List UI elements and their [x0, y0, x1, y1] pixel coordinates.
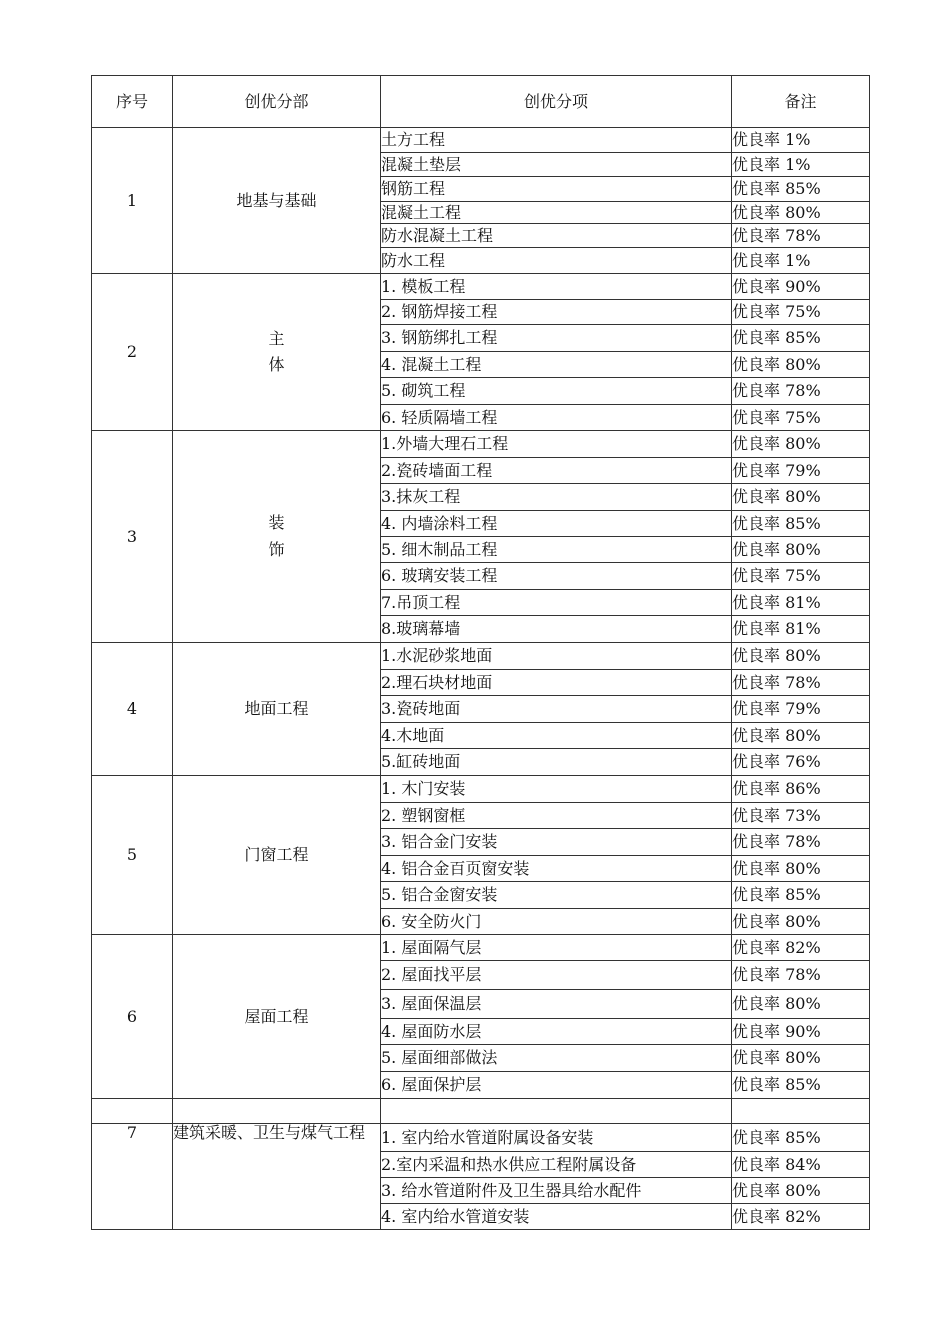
item-cell: 2. 塑钢窗框	[381, 803, 732, 829]
blank-cell	[173, 1099, 381, 1124]
group-part-label: 主体	[268, 328, 285, 374]
note-cell: 优良率 80%	[732, 990, 870, 1019]
item-cell: 8.玻璃幕墙	[381, 616, 732, 643]
group-seq: 6	[92, 935, 173, 1099]
table-body	[92, 128, 870, 1230]
note-cell: 优良率 80%	[732, 484, 870, 511]
note-cell: 优良率 78%	[732, 829, 870, 856]
blank-cell	[92, 1099, 173, 1124]
item-cell: 3. 铝合金门安装	[381, 829, 732, 856]
item-cell: 5.缸砖地面	[381, 749, 732, 776]
item-cell: 1. 室内给水管道附属设备安装	[381, 1124, 732, 1152]
item-cell: 1. 木门安装	[381, 776, 732, 803]
header-part: 创优分部	[173, 76, 381, 128]
item-cell: 6. 玻璃安装工程	[381, 563, 732, 590]
note-cell: 优良率 85%	[732, 882, 870, 909]
note-cell: 优良率 85%	[732, 1072, 870, 1099]
item-cell: 7.吊顶工程	[381, 590, 732, 616]
item-cell: 4.木地面	[381, 723, 732, 749]
note-cell: 优良率 80%	[732, 723, 870, 749]
item-cell: 5. 砌筑工程	[381, 378, 732, 405]
item-cell: 钢筋工程	[381, 177, 732, 202]
group-seq: 7	[92, 1124, 173, 1230]
item-cell: 2.理石块材地面	[381, 670, 732, 696]
blank-cell	[732, 1099, 870, 1124]
item-cell: 4. 内墙涂料工程	[381, 511, 732, 537]
table-row	[92, 935, 870, 961]
item-cell: 2. 屋面找平层	[381, 961, 732, 990]
item-cell: 混凝土垫层	[381, 153, 732, 177]
item-cell: 防水工程	[381, 248, 732, 274]
item-cell: 3. 给水管道附件及卫生器具给水配件	[381, 1178, 732, 1204]
note-cell: 优良率 80%	[732, 431, 870, 458]
item-cell: 3. 屋面保温层	[381, 990, 732, 1019]
note-cell: 优良率 82%	[732, 1204, 870, 1230]
note-cell: 优良率 81%	[732, 616, 870, 643]
note-cell: 优良率 1%	[732, 153, 870, 177]
note-cell: 优良率 78%	[732, 378, 870, 405]
group-seq: 3	[92, 431, 173, 643]
note-cell: 优良率 1%	[732, 128, 870, 153]
group-part	[173, 935, 381, 1099]
note-cell: 优良率 78%	[732, 961, 870, 990]
item-cell: 1.水泥砂浆地面	[381, 643, 732, 670]
note-cell: 优良率 80%	[732, 352, 870, 378]
note-cell: 优良率 85%	[732, 177, 870, 202]
header-items: 创优分项	[381, 76, 732, 128]
note-cell: 优良率 75%	[732, 300, 870, 325]
note-cell: 优良率 73%	[732, 803, 870, 829]
item-cell: 5. 铝合金窗安装	[381, 882, 732, 909]
note-cell: 优良率 85%	[732, 325, 870, 352]
item-cell: 防水混凝土工程	[381, 224, 732, 248]
table-row	[92, 431, 870, 458]
group-part-label: 门窗工程	[244, 845, 309, 865]
item-cell: 5. 细木制品工程	[381, 537, 732, 563]
table-row	[92, 274, 870, 300]
item-cell: 6. 轻质隔墙工程	[381, 405, 732, 431]
item-cell: 3. 钢筋绑扎工程	[381, 325, 732, 352]
group-seq: 5	[92, 776, 173, 935]
item-cell: 5. 屋面细部做法	[381, 1045, 732, 1072]
note-cell: 优良率 78%	[732, 670, 870, 696]
header-row	[92, 76, 870, 128]
item-cell: 土方工程	[381, 128, 732, 153]
item-cell: 1. 模板工程	[381, 274, 732, 300]
group-part	[173, 274, 381, 431]
header-seq: 序号	[92, 76, 173, 128]
header-note: 备注	[732, 76, 870, 128]
group-part	[173, 1124, 381, 1230]
table-row	[92, 128, 870, 153]
blank-row	[92, 1099, 870, 1124]
note-cell: 优良率 79%	[732, 696, 870, 723]
group-part-label: 地面工程	[244, 699, 309, 719]
note-cell: 优良率 80%	[732, 909, 870, 935]
note-cell: 优良率 84%	[732, 1152, 870, 1178]
group-part	[173, 128, 381, 274]
note-cell: 优良率 78%	[732, 224, 870, 248]
item-cell: 3.瓷砖地面	[381, 696, 732, 723]
item-cell: 混凝土工程	[381, 202, 732, 224]
quality-plan-table	[91, 75, 870, 1230]
note-cell: 优良率 81%	[732, 590, 870, 616]
item-cell: 2.室内采温和热水供应工程附属设备	[381, 1152, 732, 1178]
note-cell: 优良率 90%	[732, 274, 870, 300]
table-row	[92, 776, 870, 803]
item-cell: 3.抹灰工程	[381, 484, 732, 511]
item-cell: 4. 室内给水管道安装	[381, 1204, 732, 1230]
note-cell: 优良率 85%	[732, 1124, 870, 1152]
item-cell: 4. 铝合金百页窗安装	[381, 856, 732, 882]
item-cell: 1.外墙大理石工程	[381, 431, 732, 458]
group-seq: 2	[92, 274, 173, 431]
note-cell: 优良率 80%	[732, 1045, 870, 1072]
note-cell: 优良率 75%	[732, 563, 870, 590]
table-row	[92, 1124, 870, 1152]
note-cell: 优良率 75%	[732, 405, 870, 431]
note-cell: 优良率 82%	[732, 935, 870, 961]
note-cell: 优良率 90%	[732, 1019, 870, 1045]
group-seq: 1	[92, 128, 173, 274]
group-part	[173, 776, 381, 935]
table-row	[92, 643, 870, 670]
item-cell: 6. 屋面保护层	[381, 1072, 732, 1099]
blank-cell	[381, 1099, 732, 1124]
item-cell: 6. 安全防火门	[381, 909, 732, 935]
item-cell: 4. 混凝土工程	[381, 352, 732, 378]
note-cell: 优良率 85%	[732, 511, 870, 537]
group-part-label: 屋面工程	[244, 1006, 309, 1026]
note-cell: 优良率 79%	[732, 458, 870, 484]
group-part	[173, 431, 381, 643]
group-part	[173, 643, 381, 776]
note-cell: 优良率 80%	[732, 643, 870, 670]
note-cell: 优良率 80%	[732, 202, 870, 224]
group-seq: 4	[92, 643, 173, 776]
item-cell: 1. 屋面隔气层	[381, 935, 732, 961]
note-cell: 优良率 80%	[732, 856, 870, 882]
note-cell: 优良率 80%	[732, 1178, 870, 1204]
group-part-label: 装饰	[268, 513, 285, 559]
group-part-label: 建筑采暖、卫生与煤气工程	[173, 1123, 366, 1142]
item-cell: 2. 钢筋焊接工程	[381, 300, 732, 325]
note-cell: 优良率 1%	[732, 248, 870, 274]
note-cell: 优良率 76%	[732, 749, 870, 776]
note-cell: 优良率 86%	[732, 776, 870, 803]
note-cell: 优良率 80%	[732, 537, 870, 563]
item-cell: 2.瓷砖墙面工程	[381, 458, 732, 484]
group-part-label: 地基与基础	[236, 190, 317, 210]
item-cell: 4. 屋面防水层	[381, 1019, 732, 1045]
